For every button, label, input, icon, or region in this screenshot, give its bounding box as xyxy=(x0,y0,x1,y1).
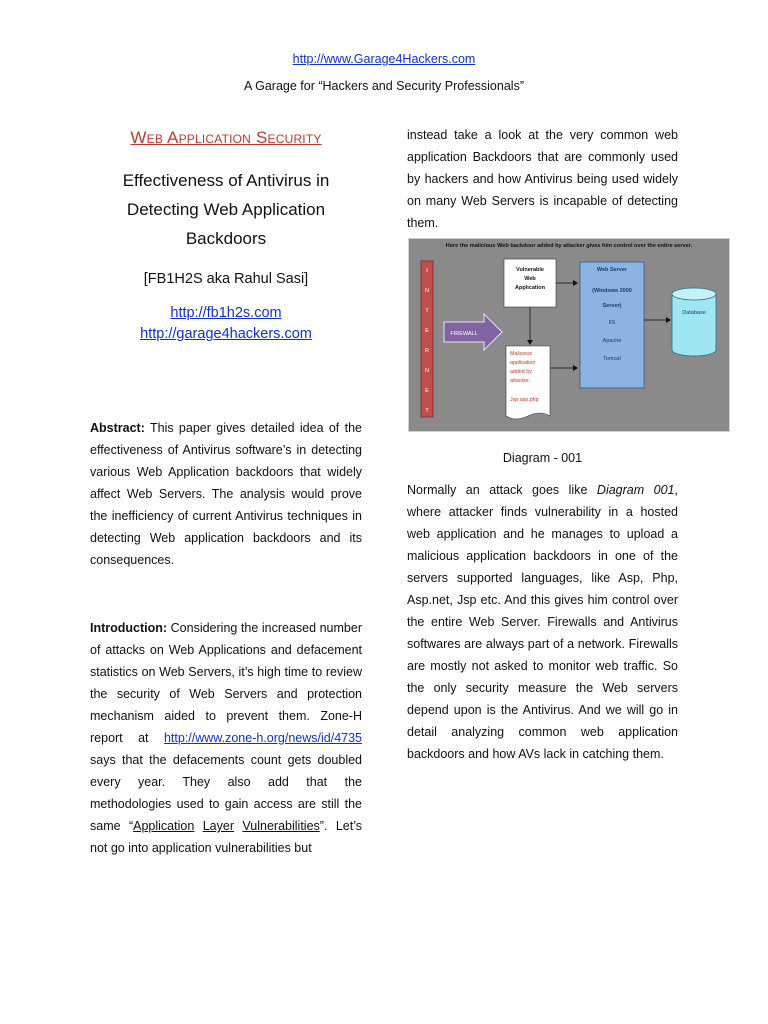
web-server-label-6: Tomcat xyxy=(603,356,621,362)
vulnerable-app-label-3: Application xyxy=(515,285,545,291)
fb1h2s-link[interactable]: http://fb1h2s.com xyxy=(170,305,282,321)
right-top-paragraph: instead take a look at the very common web application Backdoors that are commonly used by hackers and how Antivirus being used widely on many Web Servers is incapable of detecting them. xyxy=(407,128,678,230)
malicious-app-label-1: Malicious xyxy=(510,351,533,357)
left-column xyxy=(90,128,362,872)
paper-title-line-3: Backdoors xyxy=(185,229,267,248)
web-server-label-5: Apache xyxy=(602,338,622,344)
internet-letter: T xyxy=(425,408,429,414)
internet-letter: E xyxy=(425,388,429,394)
section-title: Web Application Security xyxy=(130,128,322,147)
introduction-paragraph xyxy=(90,617,362,859)
garage4hackers-link[interactable]: http://garage4hackers.com xyxy=(140,326,312,342)
firewall-label: FIREWALL xyxy=(450,331,478,337)
internet-letter: R xyxy=(425,348,429,354)
vulnerable-app-label-2: Web xyxy=(524,276,536,282)
web-server-label-4: IIS xyxy=(608,320,616,326)
introduction-text-3: ”. Let’s not go into application vulnerabilities but xyxy=(90,819,363,855)
internet-letter: N xyxy=(425,368,429,374)
internet-letter: E xyxy=(425,328,429,334)
right-body-text-2: , where attacker finds vulnerability in a hosted web application and he manages to upload a malicious application backdoors in one of the servers supported languages, like Asp, Php, Asp.net, Jsp etc. And this gives him control over the entire Web Server. Firewalls and Antivirus softwares are always part of a network. Firewalls are mostly not asked to monitor web traffic. So the only security measure the Web servers depend upon is the Antivirus. And we will go in detail analyzing common web application backdoors and how AVs lack in catching them. xyxy=(407,483,678,761)
diagram-caption: Diagram - 001 xyxy=(502,451,583,465)
introduction-underline-1: Application xyxy=(133,819,195,833)
right-body-text-1: Normally an attack goes like xyxy=(407,483,597,497)
introduction-label: Introduction: xyxy=(90,621,168,635)
database-cylinder xyxy=(672,294,716,356)
introduction-text-2: says that the defacements count gets doubled every year. They also add that the methodologies used to gain access are still the same “ xyxy=(90,753,362,833)
database-label: Database xyxy=(682,310,706,316)
author-links xyxy=(90,303,362,345)
malicious-app-label-3: added by xyxy=(510,369,532,375)
page-header xyxy=(0,46,768,100)
abstract-label: Abstract: xyxy=(90,421,145,435)
paper-title-line-2: Detecting Web Application xyxy=(126,200,326,219)
malicious-app-label-4: attacker. xyxy=(510,378,531,384)
diagram-banner: Here the malicious Web backdoor added by attacker gives him control over the entire server. xyxy=(445,243,693,249)
diagram-reference: Diagram 001 xyxy=(596,483,675,497)
zone-h-link[interactable]: http://www.zone-h.org/news/id/4735 xyxy=(163,731,362,745)
internet-letter: T xyxy=(425,308,429,314)
introduction-underline-3: Vulnerabilities xyxy=(242,819,320,833)
header-tagline: A Garage for “Hackers and Security Professionals” xyxy=(244,79,524,93)
author-line: [FB1H2S aka Rahul Sasi] xyxy=(143,271,309,287)
web-server-label-2: (Windows 2000 xyxy=(592,288,632,294)
paper-title xyxy=(90,166,362,253)
right-body-paragraph xyxy=(407,479,678,765)
malicious-app-label-5: Jsp,asp,php xyxy=(510,397,539,403)
right-column xyxy=(407,124,706,778)
abstract-paragraph xyxy=(90,417,362,571)
introduction-underline-2: Layer xyxy=(202,819,234,833)
abstract-text: This paper gives detailed idea of the effectiveness of Antivirus software’s in detecting various Web Application backdoors that widely affect Web Servers. The analysis would prove the inefficiency of current Antivirus techniques in detecting Web application backdoors and its consequences. xyxy=(90,421,362,567)
diagram-001 xyxy=(408,238,730,432)
introduction-text-1: Considering the increased number of attacks on Web Applications and defacement statistics on Web Servers, it’s high time to review the security of Web Servers and protection mechanism aided to prevent them. Zone-H report at xyxy=(90,621,362,745)
paper-title-line-1: Effectiveness of Antivirus in xyxy=(122,171,330,190)
internet-letter: N xyxy=(425,288,429,294)
web-server-label-1: Web Server xyxy=(596,267,628,273)
header-url-link[interactable]: http://www.Garage4Hackers.com xyxy=(292,52,476,66)
database-top xyxy=(672,288,716,300)
malicious-app-label-2: application xyxy=(510,360,536,366)
vulnerable-app-label-1: Vulnerable xyxy=(516,267,544,273)
internet-letter: I xyxy=(426,268,428,274)
web-server-label-3: Server) xyxy=(602,303,622,309)
